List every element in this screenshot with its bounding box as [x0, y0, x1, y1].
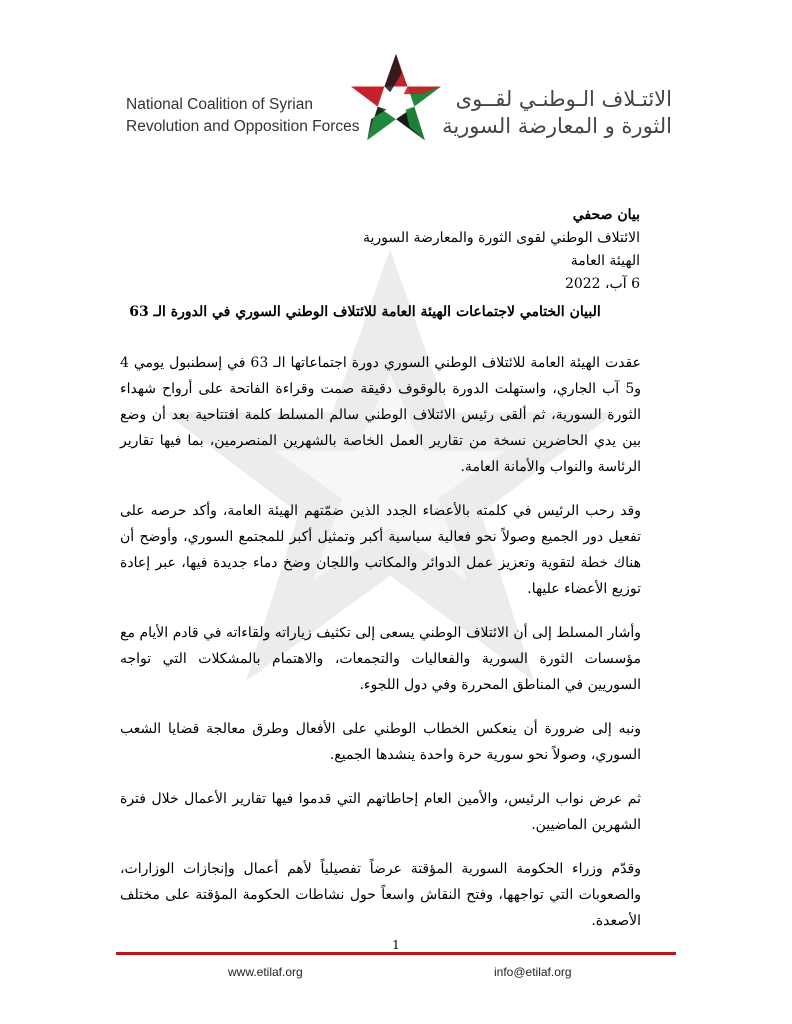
document-type: بيان صحفي — [572, 207, 640, 223]
footer-divider — [116, 952, 676, 955]
footer-website: www.etilaf.org — [228, 965, 303, 979]
statement-date: 6 آب، 2022 — [564, 276, 640, 292]
issuing-body: الهيئة العامة — [570, 253, 640, 269]
org-name-arabic-line2: الثورة و المعارضة السورية — [442, 114, 672, 138]
org-name-arabic — [442, 86, 672, 140]
page-number: 1 — [392, 938, 400, 952]
org-name-english-line1: National Coalition of Syrian — [126, 96, 313, 113]
paragraph: ونبه إلى ضرورة أن ينعكس الخطاب الوطني على الأفعال وطرق معالجة قضايا الشعب السوري، وصولاً نحو سورية حرة واحدة ينشدها الجميع. — [120, 721, 641, 763]
issuer: الائتلاف الوطني لقوى الثورة والمعارضة السورية — [362, 230, 640, 246]
paragraph: ثم عرض نواب الرئيس، والأمين العام إحاطاتهم التي قدموا فيها تقارير الأعمال خلال فترة الشهرين الماضيين. — [120, 791, 641, 833]
document-body — [120, 350, 641, 952]
paragraph: وقد رحب الرئيس في كلمته بالأعضاء الجدد الذين ضمّتهم الهيئة العامة، وأكد حرصه على تفعيل دور الجميع وصولاً نحو فعالية سياسية أكبر وتمثيل أكبر للمجتمع السوري، وأوضح أن هناك خطة لتقوية وتعزيز عمل الدوائر والمكاتب واللجان وضخ دماء جديدة فيها، عبر إعادة توزيع الأعضاء عليها. — [120, 503, 641, 597]
statement-meta — [170, 204, 640, 296]
document-title: البيان الختامي لاجتماعات الهيئة العامة للائتلاف الوطني السوري في الدورة الـ 63 — [129, 304, 601, 320]
paragraph: عقدت الهيئة العامة للائتلاف الوطني السوري دورة اجتماعاتها الـ 63 في إسطنبول يومي 4 و5 آب الجاري، واستهلت الدورة بالوقوف دقيقة صمت وقراءة الفاتحة على أرواح شهداء الثورة السورية، ثم ألقى رئيس الائتلاف الوطني سالم المسلط كلمة افتتاحية بعد أن وضع بين يدي الحاضرين نسخة من تقارير العمل الخاصة بالشهرين المنصرمين، بما فيها تقارير الرئاسة والنواب والأمانة العامة. — [120, 355, 641, 475]
paragraph: وقدّم وزراء الحكومة السورية المؤقتة عرضاً تفصيلياً لأهم أعمال وإنجازات الوزارات، والصعوبات التي تواجهها، وفتح النقاش واسعاً حول نشاطات الحكومة المؤقتة على مختلف الأصعدة. — [120, 861, 641, 929]
org-name-english-line2: Revolution and Opposition Forces — [126, 118, 360, 135]
footer-email: info@etilaf.org — [494, 965, 572, 979]
org-name-arabic-line1: الائتـلاف الـوطنـي لقــوى — [455, 87, 672, 111]
coalition-star-logo-icon — [348, 50, 444, 146]
paragraph: وأشار المسلط إلى أن الائتلاف الوطني يسعى إلى تكثيف زياراته ولقاءاته في قادم الأيام مع مؤسسات الثورة السورية والفعاليات والتجمعات، والاهتمام بالمشكلات التي تواجه السوريين في المناطق المحررة وفي دول اللجوء. — [120, 625, 641, 693]
org-name-english — [126, 94, 360, 138]
